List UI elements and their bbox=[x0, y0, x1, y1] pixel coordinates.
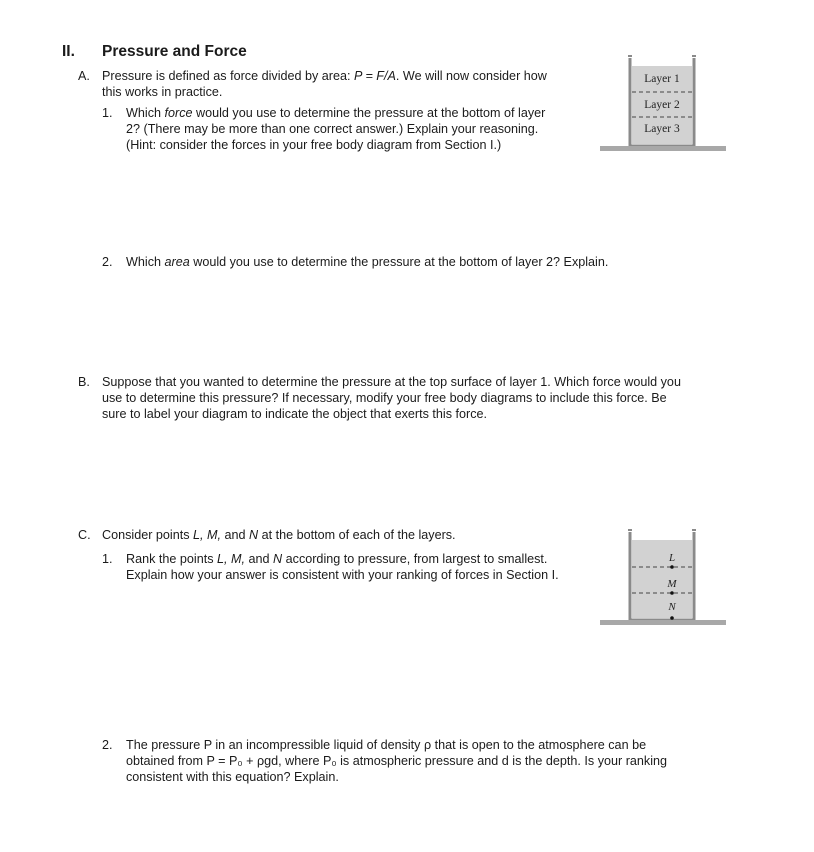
part-a-q1-label: 1. bbox=[102, 106, 113, 120]
part-c-q2-line3: consistent with this equation? Explain. bbox=[126, 770, 339, 784]
part-a-text-pre: Pressure is defined as force divided by area: bbox=[102, 69, 355, 83]
part-a-q1-line1 bbox=[126, 105, 545, 121]
part-c-q1-line2: Explain how your answer is consistent with your ranking of forces in Section I. bbox=[126, 568, 559, 582]
table-surface bbox=[600, 146, 726, 151]
part-a-q1-pre: Which bbox=[126, 106, 165, 120]
part-c-q1-n: N bbox=[273, 552, 283, 566]
part-b-line2: use to determine this pressure? If necessary, modify your free body diagrams to include this force. Be bbox=[102, 391, 667, 405]
part-c-q2-line2: obtained from P = P₀ + ρgd, where P₀ is atmospheric pressure and d is the depth. Is your ranking bbox=[126, 754, 668, 768]
part-c-q1-label: 1. bbox=[102, 552, 113, 566]
part-c-q1-line1 bbox=[126, 551, 547, 567]
beaker-points-figure bbox=[598, 526, 728, 632]
part-a-text-post: . We will now consider how bbox=[395, 69, 547, 83]
part-c-q1-pre: Rank the points bbox=[126, 552, 218, 566]
part-c-q1-post: according to pressure, from largest to smallest. bbox=[282, 552, 548, 566]
part-b-line3: sure to label your diagram to indicate the object that exerts this force. bbox=[102, 407, 488, 421]
part-c-q1-mid: and bbox=[245, 552, 274, 566]
part-b-label: B. bbox=[78, 375, 90, 389]
point-l-label: L bbox=[668, 552, 676, 564]
part-c-q2-label: 2. bbox=[102, 738, 113, 752]
layer-2-label: Layer 2 bbox=[644, 99, 680, 111]
part-c-intro bbox=[102, 527, 456, 543]
part-a-q1-post: would you use to determine the pressure at the bottom of layer bbox=[192, 106, 546, 120]
part-c-intro-n: N bbox=[249, 528, 259, 542]
part-b-line1: Suppose that you wanted to determine the pressure at the top surface of layer 1. Which force would you bbox=[102, 375, 681, 389]
point-n-dot bbox=[670, 616, 674, 620]
point-m-label: M bbox=[667, 578, 677, 590]
part-a-q2-pre: Which bbox=[126, 255, 165, 269]
beaker-layers-figure bbox=[598, 52, 728, 158]
part-c-intro-pre: Consider points bbox=[102, 528, 194, 542]
part-c-q1-points: L, M, bbox=[217, 552, 246, 566]
part-a-text-line1 bbox=[102, 68, 547, 84]
table-surface bbox=[600, 620, 726, 625]
section-number: II. bbox=[62, 43, 75, 60]
part-c-label: C. bbox=[78, 528, 91, 542]
part-a-q2-em: area bbox=[164, 255, 190, 269]
part-a-q2-post: would you use to determine the pressure at the bottom of layer 2? Explain. bbox=[189, 255, 609, 269]
point-l-dot bbox=[670, 565, 674, 569]
point-m-dot bbox=[670, 591, 674, 595]
part-c-q2-line1: The pressure P in an incompressible liquid of density ρ that is open to the atmosphere can be bbox=[126, 738, 647, 752]
part-a-label: A. bbox=[78, 69, 90, 83]
section-title: Pressure and Force bbox=[102, 43, 247, 60]
layer-1-label: Layer 1 bbox=[644, 73, 680, 85]
part-a-text-line2: this works in practice. bbox=[102, 85, 223, 99]
part-c-intro-post: at the bottom of each of the layers. bbox=[258, 528, 456, 542]
part-a-q1-em: force bbox=[164, 106, 193, 120]
pressure-formula: P = F/A bbox=[354, 69, 396, 83]
layer-3-label: Layer 3 bbox=[644, 123, 680, 135]
part-a-q2-text bbox=[126, 254, 608, 270]
part-a-q2-label: 2. bbox=[102, 255, 113, 269]
part-a-q1-line3: (Hint: consider the forces in your free body diagram from Section I.) bbox=[126, 138, 502, 152]
liquid-fill bbox=[632, 540, 692, 618]
part-c-intro-points: L, M, bbox=[193, 528, 222, 542]
part-a-q1-line2: 2? (There may be more than one correct answer.) Explain your reasoning. bbox=[126, 122, 539, 136]
point-n-label: N bbox=[668, 601, 676, 613]
part-c-intro-mid: and bbox=[221, 528, 250, 542]
